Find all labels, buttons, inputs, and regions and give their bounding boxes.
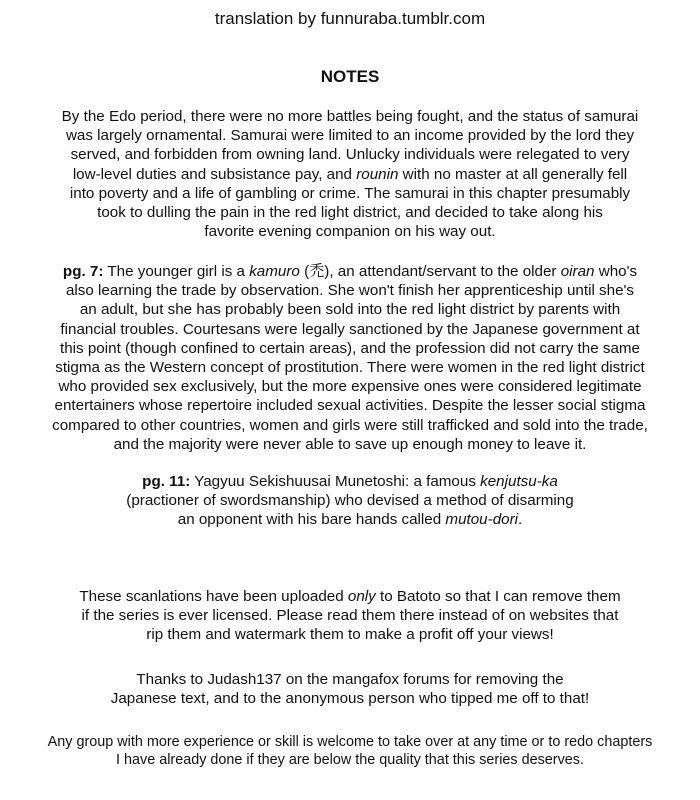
page-title: NOTES xyxy=(320,67,380,86)
note-text: The younger girl is a xyxy=(103,263,250,280)
note-line: if the series is ever licensed. Please read them there instead of on websites that xyxy=(81,607,619,625)
note-line: By the Edo period, there were no more battles being fought, and the status of samurai xyxy=(61,108,639,125)
note-text: Yagyuu Sekishuusai Munetoshi: a famous xyxy=(190,473,481,490)
note-line: financial troubles. Courtesans were legally sanctioned by the Japanese government at xyxy=(60,320,640,338)
note-line: an adult, but she has probably been sold into the red light district by parents with xyxy=(79,301,621,319)
group-invitation xyxy=(0,733,700,769)
note-line xyxy=(0,587,700,606)
term-rounin: rounin xyxy=(356,165,399,183)
note-text: an opponent with his bare hands called xyxy=(177,511,446,529)
note-line: and the majority were never able to save up enough money to leave it. xyxy=(113,435,587,453)
note-line: favorite evening companion on his way out. xyxy=(204,223,496,241)
note-line: was largely ornamental. Samurai were limited to an income provided by the lord they xyxy=(65,127,635,145)
note-line: (practioner of swordsmanship) who devised a method of disarming xyxy=(126,492,574,510)
edo-samurai-note xyxy=(0,107,700,241)
note-text: with no master at all generally fell xyxy=(398,165,628,183)
term-mutou-dori: mutou-dori xyxy=(445,511,519,529)
note-text: low-level duties and subsistance pay, and xyxy=(72,165,357,183)
note-line: compared to other countries, women and girls were still trafficked and sold into the trade, xyxy=(52,416,648,434)
note-line: stigma as the Western concept of prostitution. There were women in the red light district xyxy=(55,359,645,377)
note-line xyxy=(0,510,700,529)
note-text: These scanlations have been uploaded xyxy=(79,588,348,605)
note-line xyxy=(0,262,700,281)
note-line: this point (though confined to certain areas), and the profession did not carry the same xyxy=(60,339,640,357)
note-line: into poverty and a life of gambling or crime. The samurai in this chapter presumably xyxy=(69,184,631,202)
term-kenjutsu-ka: kenjutsu-ka xyxy=(480,473,558,490)
page-7-note xyxy=(0,262,700,454)
note-line: who provided sex exclusively, but the more expensive ones were considered legitimate xyxy=(58,378,642,396)
thanks-note xyxy=(0,670,700,708)
page-reference-label: pg. 11: xyxy=(142,473,191,490)
note-line xyxy=(0,165,700,184)
note-line: also learning the trade by observation. She won't finish her apprenticeship until she's xyxy=(65,282,635,300)
term-oiran: oiran xyxy=(560,263,595,280)
note-line: Any group with more experience or skill is welcome to take over at any time or to redo chapters xyxy=(47,734,653,750)
note-text: to Batoto so that I can remove them xyxy=(375,588,621,605)
note-line: entertainers whose repertoire included sexual activities. Despite the lesser social stigma xyxy=(54,397,646,415)
upload-notice xyxy=(0,587,700,645)
emphasis-only: only xyxy=(347,588,376,605)
page-reference-label: pg. 7: xyxy=(62,263,104,280)
page-11-note xyxy=(0,472,700,530)
note-line: took to dulling the pain in the red light district, and decided to take along his xyxy=(97,204,603,222)
note-line: Japanese text, and to the anonymous person who tipped me off to that! xyxy=(110,690,590,708)
term-kamuro: kamuro xyxy=(249,263,300,280)
note-line: Thanks to Judash137 on the mangafox forums for removing the xyxy=(136,671,564,688)
note-text: . xyxy=(518,511,523,529)
note-line: I have already done if they are below the quality that this series deserves. xyxy=(116,752,584,768)
note-line: served, and forbidden from owning land. Unlucky individuals were relegated to very xyxy=(70,146,630,164)
note-text: (禿), an attendant/servant to the older xyxy=(299,263,561,280)
note-text: who's xyxy=(594,263,638,280)
translation-credit: translation by funnuraba.tumblr.com xyxy=(214,9,486,28)
note-line: rip them and watermark them to make a profit off your views! xyxy=(146,626,554,644)
note-line xyxy=(0,472,700,491)
